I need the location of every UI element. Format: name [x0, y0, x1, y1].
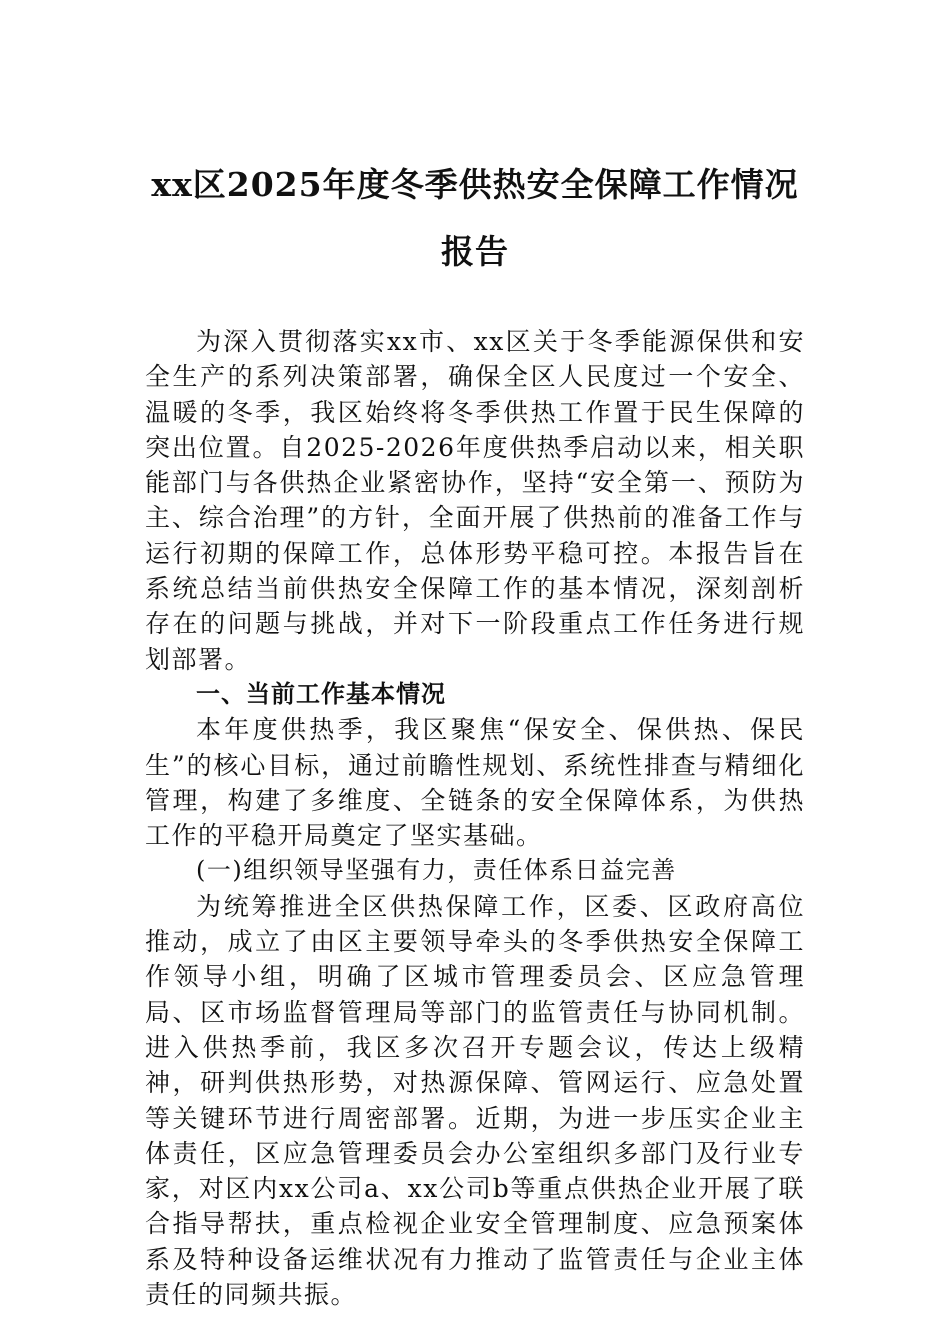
document-title-line-1: xx区2025年度冬季供热安全保障工作情况: [151, 165, 799, 204]
subsection-heading-1: (一)组织领导坚强有力，责任体系日益完善: [196, 856, 677, 885]
document-body: [145, 324, 805, 1312]
document-title-line-2: 报告: [441, 232, 509, 271]
intro-paragraph: 为深入贯彻落实xx市、xx区关于冬季能源保供和安全生产的系列决策部署，确保全区人民度过一个安全、温暖的冬季，我区始终将冬季供热工作置于民生保障的突出位置。自2025-2026年度供热季启动以来，相关职能部门与各供热企业紧密协作，坚持“安全第一、预防为主、综合治理”的方针，全面开展了供热前的准备工作与运行初期的保障工作，总体形势平稳可控。本报告旨在系统总结当前供热安全保障工作的基本情况，深刻剖析存在的问题与挑战，并对下一阶段重点工作任务进行规划部署。: [145, 327, 805, 674]
subsection-1-paragraph: 为统筹推进全区供热保障工作，区委、区政府高位推动，成立了由区主要领导牵头的冬季供热安全保障工作领导小组，明确了区城市管理委员会、区应急管理局、区市场监督管理局等部门的监管责任与协同机制。进入供热季前，我区多次召开专题会议，传达上级精神，研判供热形势，对热源保障、管网运行、应急处置等关键环节进行周密部署。近期，为进一步压实企业主体责任，区应急管理委员会办公室组织多部门及行业专家，对区内xx公司a、xx公司b等重点供热企业开展了联合指导帮扶，重点检视企业安全管理制度、应急预案体系及特种设备运维状况有力推动了监管责任与企业主体责任的同频共振。: [145, 891, 805, 1310]
section-heading-1: 一、当前工作基本情况: [196, 679, 446, 708]
section-1-paragraph: 本年度供热季，我区聚焦“保安全、保供热、保民生”的核心目标，通过前瞻性规划、系统性排查与精细化管理，构建了多维度、全链条的安全保障体系，为供热工作的平稳开局奠定了坚实基础。: [145, 715, 805, 851]
